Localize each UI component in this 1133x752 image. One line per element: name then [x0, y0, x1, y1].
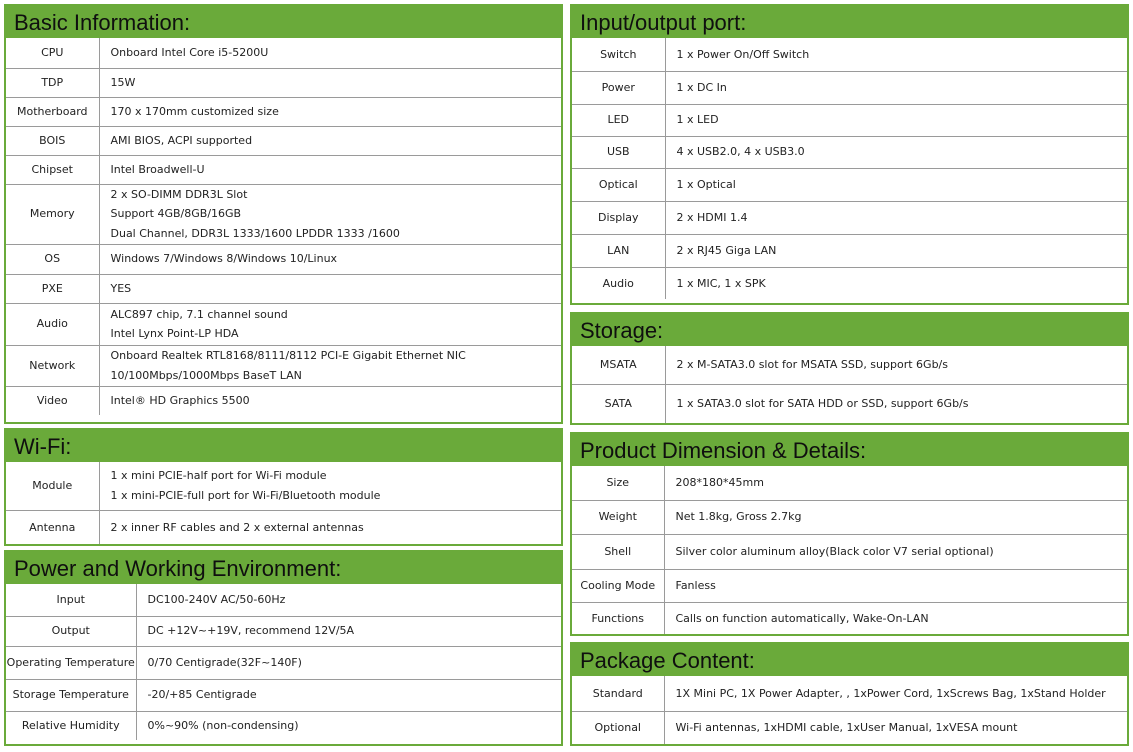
- spec-value-line: Onboard Intel Core i5-5200U: [110, 46, 269, 59]
- spec-value-line: 1 x DC In: [676, 80, 727, 94]
- spec-value-line: AMI BIOS, ACPI supported: [110, 133, 253, 147]
- spec-row: [572, 168, 1127, 201]
- spec-value: [136, 711, 561, 740]
- spec-value: [664, 534, 1127, 569]
- spec-value-line: Wi-Fi antennas, 1xHDMI cable, 1xUser Manual, 1xVESA mount: [675, 721, 1018, 734]
- spec-value-line: 0%~90% (non-condensing): [147, 719, 299, 732]
- spec-row: [572, 267, 1127, 299]
- spec-row: [6, 303, 561, 345]
- spec-row: [572, 384, 1127, 423]
- spec-value-line: 208*180*45mm: [675, 476, 764, 489]
- spec-value: [665, 384, 1127, 423]
- product-dimension-table: [572, 466, 1127, 634]
- spec-value: [136, 616, 561, 646]
- spec-row: [572, 104, 1127, 136]
- spec-value-line: 0/70 Centigrade(32F~140F): [147, 655, 302, 669]
- spec-row: [572, 234, 1127, 267]
- product-dimension-title: Product Dimension & Details:: [572, 434, 1127, 466]
- spec-label: Chipset: [6, 155, 99, 184]
- spec-row: [6, 68, 561, 97]
- spec-row: [6, 38, 561, 68]
- spec-value: [665, 346, 1127, 384]
- spec-value: [136, 646, 561, 679]
- spec-value: [99, 126, 561, 155]
- spec-value-line: 4 x USB2.0, 4 x USB3.0: [676, 145, 805, 159]
- spec-label: Display: [572, 201, 665, 234]
- spec-value-line: Intel Lynx Point-LP HDA: [110, 327, 239, 340]
- spec-value-line: ALC897 chip, 7.1 channel sound: [110, 307, 288, 321]
- spec-label: Standard: [572, 676, 664, 711]
- spec-value: [99, 386, 561, 415]
- spec-label: SATA: [572, 384, 665, 423]
- basic-information-section: [4, 4, 563, 424]
- wifi-title: Wi-Fi:: [6, 430, 561, 462]
- spec-label: Cooling Mode: [572, 569, 664, 602]
- spec-value-line: 10/100Mbps/1000Mbps BaseT LAN: [110, 368, 302, 382]
- spec-row: [6, 462, 561, 510]
- spec-label: Shell: [572, 534, 664, 569]
- spec-row: [572, 676, 1127, 711]
- spec-value-line: Fanless: [675, 578, 716, 592]
- spec-value-line: Intel® HD Graphics 5500: [110, 394, 250, 407]
- spec-value-line: -20/+85 Centigrade: [147, 688, 257, 702]
- spec-value: [665, 234, 1127, 267]
- spec-row: [572, 201, 1127, 234]
- spec-label: Audio: [572, 267, 665, 299]
- spec-label: Antenna: [6, 510, 99, 544]
- spec-value-line: 2 x RJ45 Giga LAN: [676, 243, 777, 257]
- spec-label: Relative Humidity: [6, 711, 136, 740]
- spec-value: [665, 104, 1127, 136]
- spec-value: [664, 569, 1127, 602]
- spec-value: [664, 466, 1127, 500]
- spec-value-line: 15W: [110, 75, 136, 89]
- spec-value-line: 1 x mini PCIE-half port for Wi-Fi module: [110, 469, 327, 483]
- spec-row: [572, 534, 1127, 569]
- spec-label: Memory: [6, 184, 99, 244]
- spec-label: Optional: [572, 711, 664, 744]
- spec-value: [136, 584, 561, 616]
- spec-row: [572, 569, 1127, 602]
- spec-value: [665, 38, 1127, 71]
- spec-value: [664, 602, 1127, 634]
- spec-value: [99, 345, 561, 386]
- spec-value: [665, 136, 1127, 168]
- spec-label: PXE: [6, 274, 99, 303]
- spec-value: [665, 267, 1127, 299]
- spec-value: [665, 168, 1127, 201]
- spec-value: [99, 244, 561, 274]
- spec-value: [99, 68, 561, 97]
- product-dimension-section: [570, 432, 1129, 636]
- spec-value-line: DC100-240V AC/50-60Hz: [147, 593, 286, 606]
- spec-row: [6, 584, 561, 616]
- spec-value: [664, 676, 1127, 711]
- spec-value: [99, 155, 561, 184]
- spec-label: Audio: [6, 303, 99, 345]
- spec-label: Power: [572, 71, 665, 104]
- storage-table: [572, 346, 1127, 423]
- spec-label: Weight: [572, 500, 664, 534]
- spec-label: Operating Temperature: [6, 646, 136, 679]
- basic-information-table: [6, 38, 561, 415]
- basic-information-title: Basic Information:: [6, 6, 561, 38]
- power-environment-table: [6, 584, 561, 740]
- spec-value-line: 1 x SATA3.0 slot for SATA HDD or SSD, support 6Gb/s: [676, 397, 969, 410]
- spec-value: [665, 71, 1127, 104]
- spec-row: [572, 38, 1127, 71]
- spec-row: [6, 616, 561, 646]
- spec-value-line: 1 x LED: [676, 113, 719, 127]
- spec-label: LED: [572, 104, 665, 136]
- spec-value-line: Intel Broadwell-U: [110, 162, 205, 176]
- spec-label: LAN: [572, 234, 665, 267]
- spec-row: [6, 386, 561, 415]
- spec-value-line: Windows 7/Windows 8/Windows 10/Linux: [110, 252, 338, 266]
- spec-row: [6, 184, 561, 244]
- spec-value: [136, 679, 561, 711]
- spec-row: [6, 345, 561, 386]
- spec-value: [664, 711, 1127, 744]
- spec-label: CPU: [6, 38, 99, 68]
- spec-row: [6, 679, 561, 711]
- storage-section: [570, 312, 1129, 425]
- spec-row: [6, 510, 561, 544]
- spec-label: Motherboard: [6, 97, 99, 126]
- spec-value-line: 1 x mini-PCIE-full port for Wi-Fi/Bluetooth module: [110, 488, 381, 502]
- package-content-section: [570, 642, 1129, 746]
- spec-label: Functions: [572, 602, 664, 634]
- spec-value-line: 2 x inner RF cables and 2 x external antennas: [110, 520, 364, 534]
- spec-value: [99, 462, 561, 510]
- spec-value-line: Silver color aluminum alloy(Black color V7 serial optional): [675, 544, 994, 558]
- spec-label: TDP: [6, 68, 99, 97]
- spec-value: [665, 201, 1127, 234]
- spec-row: [6, 126, 561, 155]
- spec-row: [6, 97, 561, 126]
- spec-row: [572, 346, 1127, 384]
- package-content-table: [572, 676, 1127, 744]
- spec-label: MSATA: [572, 346, 665, 384]
- input-output-title: Input/output port:: [572, 6, 1127, 38]
- spec-row: [572, 136, 1127, 168]
- spec-row: [572, 466, 1127, 500]
- wifi-table: [6, 462, 561, 544]
- spec-value-line: 1 x Power On/Off Switch: [676, 47, 810, 61]
- spec-row: [6, 274, 561, 303]
- spec-value-line: 2 x HDMI 1.4: [676, 210, 748, 224]
- spec-value-line: Onboard Realtek RTL8168/8111/8112 PCI-E Gigabit Ethernet NIC: [110, 349, 466, 362]
- input-output-section: [570, 4, 1129, 305]
- spec-value-line: 2 x SO-DIMM DDR3L Slot: [110, 187, 248, 201]
- spec-label: Module: [6, 462, 99, 510]
- spec-value-line: Calls on function automatically, Wake-On-LAN: [675, 611, 929, 625]
- spec-label: Input: [6, 584, 136, 616]
- storage-title: Storage:: [572, 314, 1127, 346]
- spec-label: USB: [572, 136, 665, 168]
- spec-value-line: DC +12V~+19V, recommend 12V/5A: [147, 624, 355, 638]
- spec-label: OS: [6, 244, 99, 274]
- spec-value-line: 1X Mini PC, 1X Power Adapter, , 1xPower Cord, 1xScrews Bag, 1xStand Holder: [675, 686, 1106, 700]
- spec-value: [664, 500, 1127, 534]
- spec-label: Video: [6, 386, 99, 415]
- spec-row: [572, 71, 1127, 104]
- spec-row: [572, 602, 1127, 634]
- spec-value-line: Support 4GB/8GB/16GB: [110, 207, 242, 221]
- spec-value: [99, 38, 561, 68]
- spec-value: [99, 97, 561, 126]
- wifi-section: [4, 428, 563, 546]
- spec-row: [6, 646, 561, 679]
- spec-label: Storage Temperature: [6, 679, 136, 711]
- spec-row: [572, 711, 1127, 744]
- spec-value-line: 1 x MIC, 1 x SPK: [676, 276, 766, 290]
- spec-value: [99, 303, 561, 345]
- spec-value-line: 2 x M-SATA3.0 slot for MSATA SSD, support 6Gb/s: [676, 358, 948, 371]
- power-environment-title: Power and Working Environment:: [6, 552, 561, 584]
- spec-value: [99, 184, 561, 244]
- spec-value-line: Net 1.8kg, Gross 2.7kg: [675, 510, 802, 524]
- spec-value-line: Dual Channel, DDR3L 1333/1600 LPDDR 1333 /1600: [110, 226, 400, 240]
- spec-row: [572, 500, 1127, 534]
- spec-label: Optical: [572, 168, 665, 201]
- spec-label: Output: [6, 616, 136, 646]
- package-content-title: Package Content:: [572, 644, 1127, 676]
- spec-value-line: YES: [110, 281, 132, 295]
- spec-row: [6, 155, 561, 184]
- spec-label: Switch: [572, 38, 665, 71]
- spec-value: [99, 274, 561, 303]
- spec-value-line: 1 x Optical: [676, 177, 736, 191]
- spec-value: [99, 510, 561, 544]
- spec-row: [6, 711, 561, 740]
- spec-row: [6, 244, 561, 274]
- power-environment-section: [4, 550, 563, 746]
- spec-label: Size: [572, 466, 664, 500]
- spec-label: Network: [6, 345, 99, 386]
- input-output-table: [572, 38, 1127, 299]
- spec-label: BOIS: [6, 126, 99, 155]
- spec-value-line: 170 x 170mm customized size: [110, 104, 279, 118]
